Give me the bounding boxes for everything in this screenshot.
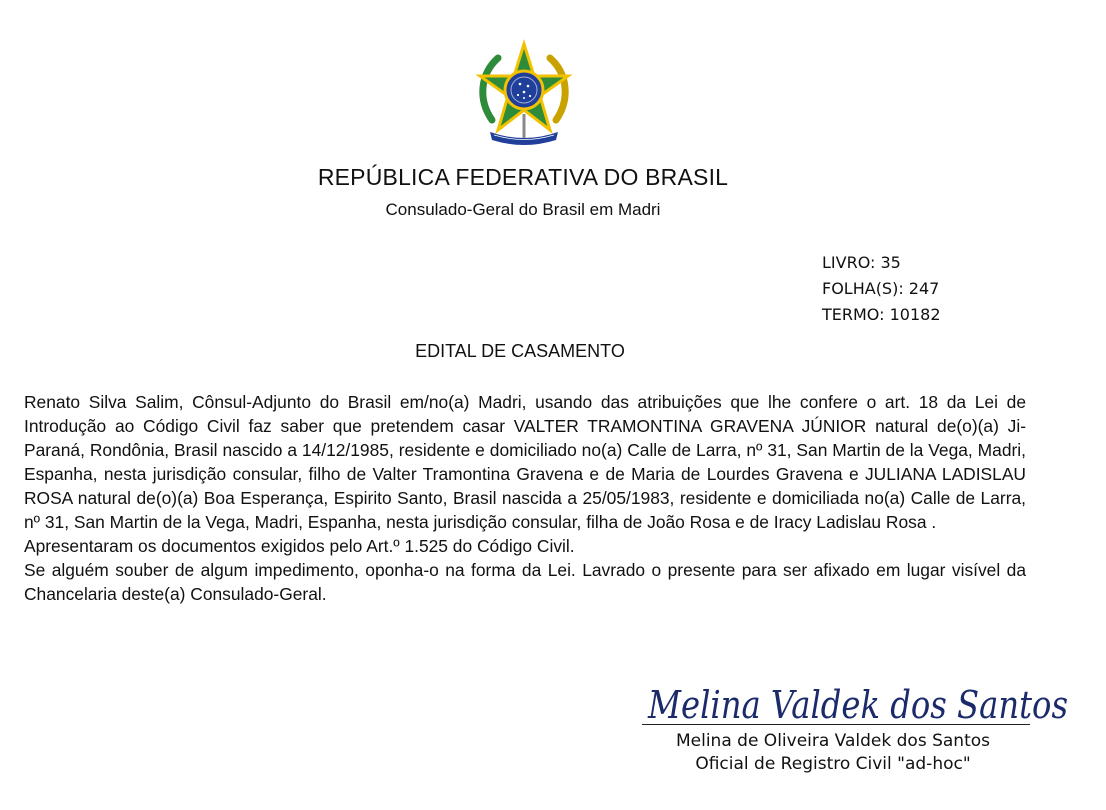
document-heading: EDITAL DE CASAMENTO xyxy=(415,341,625,361)
signature-text: Melina Valdek dos Santos xyxy=(647,683,1068,727)
folhas-value: FOLHA(S): 247 xyxy=(822,279,940,298)
signature-line xyxy=(642,724,1030,725)
document-body xyxy=(24,390,1026,606)
impediment-paragraph: Se alguém souber de algum impedimento, oponha-o na forma da Lei. Lavrado o presente para ser afixado em lugar visível da Chancelaria deste(a) Consulado-Geral. xyxy=(24,560,1026,604)
signer-block xyxy=(600,730,1066,776)
handwritten-signature xyxy=(640,672,1080,736)
main-paragraph: Renato Silva Salim, Cônsul-Adjunto do Brasil em/no(a) Madri, usando das atribuições que lhe confere o art. 18 da Lei de Introdução ao Código Civil faz saber que pretendem casar VALTER TRAMONTINA GRAVENA JÚNIOR natural de(o)(a) Ji-Paraná, Rondônia, Brasil nascido a 14/12/1985, residente e domiciliado no(a) Calle de Larra, nº 31, San Martin de la Vega, Madri, Espanha, nesta jurisdição consular, filho de Valter Tramontina Gravena e de Maria de Lourdes Gravena e JULIANA LADISLAU ROSA natural de(o)(a) Boa Esperança, Espirito Santo, Brasil nascida a 25/05/1983, residente e domiciliada no(a) Calle de Larra, nº 31, San Martin de la Vega, Madri, Espanha, nesta jurisdição consular, filha de João Rosa e de Iracy Ladislau Rosa . xyxy=(24,392,1026,532)
signer-name: Melina de Oliveira Valdek dos Santos xyxy=(675,731,990,751)
livro-value: LIVRO: 35 xyxy=(822,253,901,272)
page-title: REPÚBLICA FEDERATIVA DO BRASIL xyxy=(317,164,729,190)
signer-role: Oficial de Registro Civil "ad-hoc" xyxy=(695,754,971,774)
documents-paragraph: Apresentaram os documentos exigidos pelo Art.º 1.525 do Código Civil. xyxy=(24,536,575,556)
consulate-subtitle: Consulado-Geral do Brasil em Madri xyxy=(385,200,661,219)
registry-block xyxy=(822,250,941,328)
brazil-coat-of-arms-icon xyxy=(470,40,578,148)
termo-value: TERMO: 10182 xyxy=(822,305,941,324)
